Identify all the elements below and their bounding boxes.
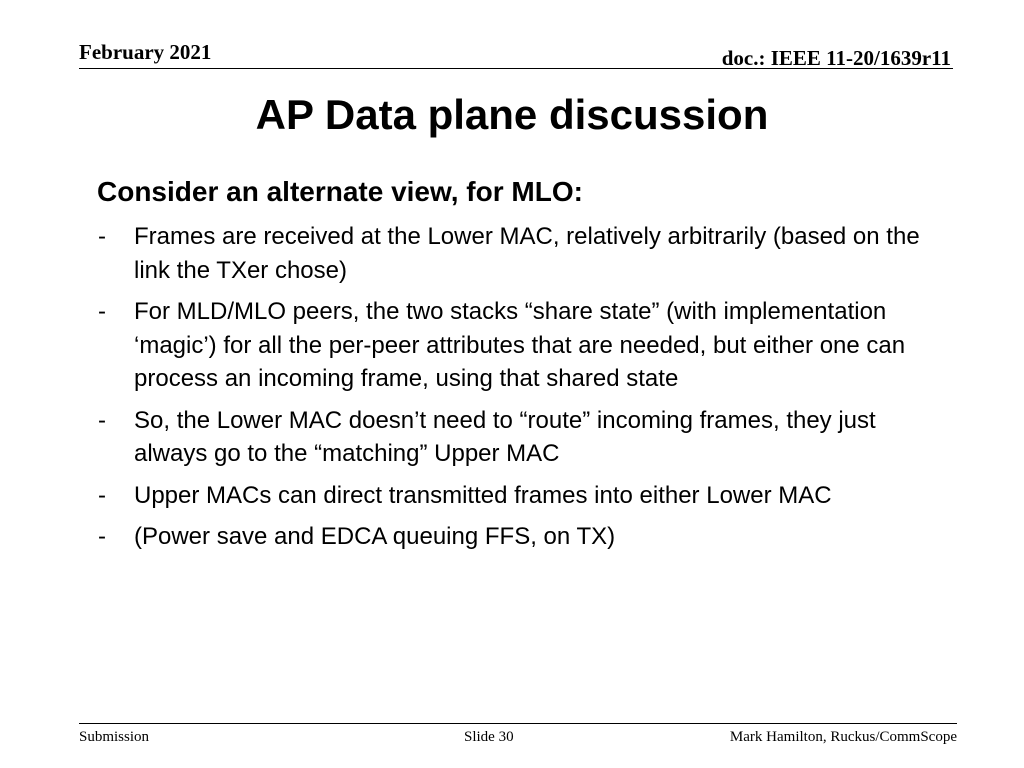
footer-divider (79, 723, 957, 724)
bullet-item (97, 295, 927, 396)
bullet-text: Frames are received at the Lower MAC, relatively arbitrarily (based on the link the TXer chose) (134, 223, 920, 284)
header-divider (79, 68, 953, 69)
bullet-marker: - (98, 406, 106, 434)
bullet-item (97, 520, 927, 554)
header-date: February 2021 (79, 40, 212, 64)
content-heading: Consider an alternate view, for MLO: (97, 176, 583, 207)
bullet-marker: - (98, 298, 106, 325)
bullet-item (97, 404, 927, 471)
footer-submission: Submission (79, 729, 150, 745)
bullet-list (97, 220, 927, 554)
footer-slide-number: Slide 30 (464, 729, 514, 745)
bullet-item (97, 479, 927, 513)
slide-content (97, 172, 927, 562)
bullet-marker: - (98, 523, 106, 550)
bullet-text: Upper MACs can direct transmitted frames into either Lower MAC (134, 481, 832, 509)
bullet-marker: - (98, 481, 106, 509)
bullet-text: (Power save and EDCA queuing FFS, on TX) (134, 523, 616, 550)
bullet-text: So, the Lower MAC doesn’t need to “route” incoming frames, they just always go to the “matching” Upper MAC (134, 406, 876, 467)
bullet-text: For MLD/MLO peers, the two stacks “share state” (with implementation ‘magic’) for all the per-peer attributes that are needed, but either one can process an incoming frame, using that shared state (134, 298, 906, 392)
bullet-item (97, 220, 927, 287)
slide-title: AP Data plane discussion (255, 91, 769, 138)
bullet-marker: - (98, 223, 106, 250)
header-doc-id: doc.: IEEE 11-20/1639r11 (721, 46, 951, 70)
footer-author: Mark Hamilton, Ruckus/CommScope (729, 729, 957, 745)
